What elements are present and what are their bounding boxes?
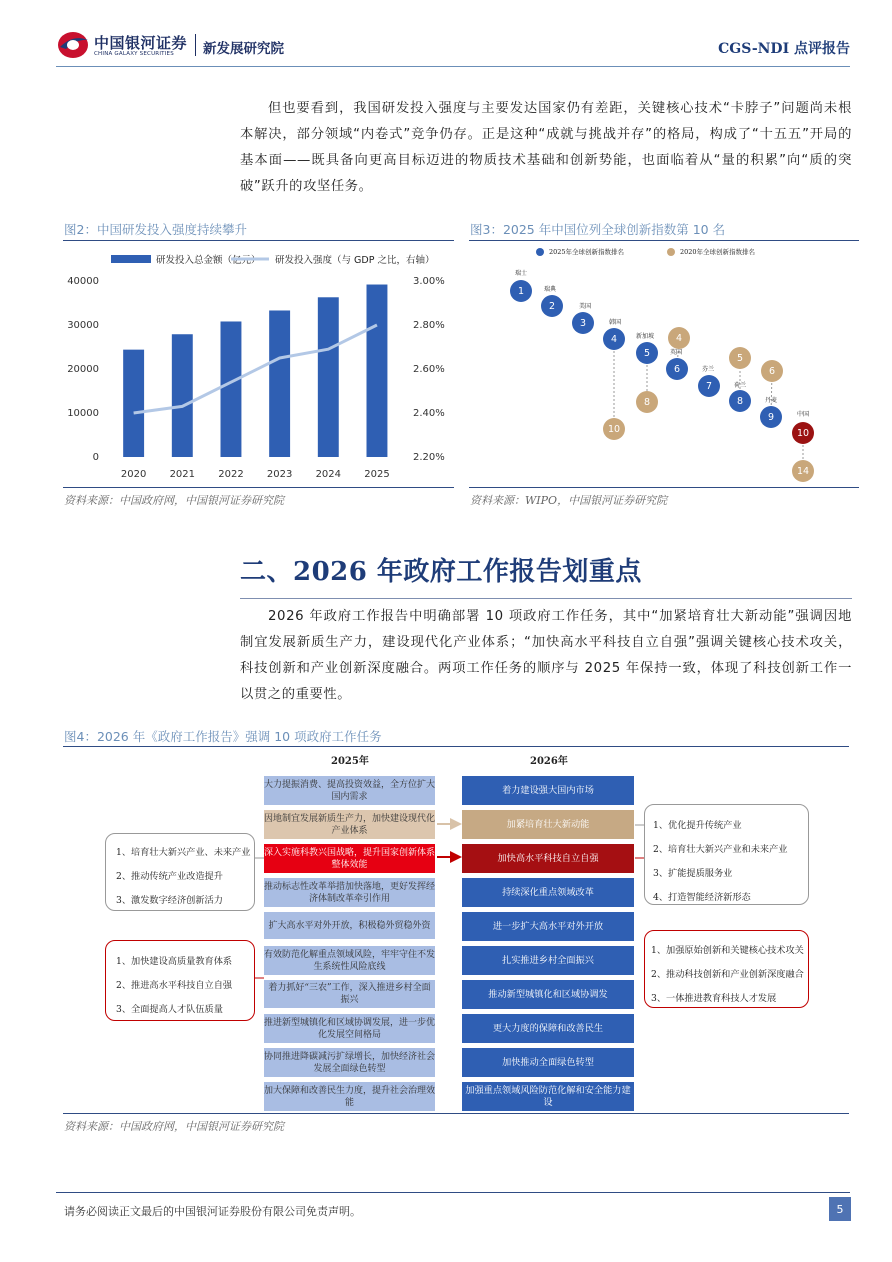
bubble-2025: 1 (510, 280, 532, 302)
bubble-connector-lines (469, 241, 859, 487)
fig4-bottom-rule (63, 1113, 849, 1114)
bubble-2025: 10 (792, 422, 814, 444)
task-2025-box: 扩大高水平对外开放，积极稳外贸稳外资 (264, 912, 435, 939)
task-2026-box: 加快高水平科技自立自强 (462, 844, 634, 873)
bubble-2025: 9 (760, 406, 782, 428)
right-box-science-tech (644, 930, 809, 1008)
x-tick-label: 2025 (364, 469, 390, 480)
right-box-1-item: 1、优化提升传统产业 (653, 820, 742, 831)
section2-rule (240, 598, 852, 599)
y-left-tick: 40000 (67, 276, 99, 287)
left-box-2-item: 2、推进高水平科技自立自强 (116, 980, 233, 991)
fig3-source: 资料来源：WIPO，中国银河证券研究院 (470, 494, 668, 507)
left-box-1-item: 2、推动传统产业改造提升 (116, 871, 223, 882)
institute-name: 新发展研究院 (203, 41, 284, 57)
task-2026-box: 加紧培育壮大新动能 (462, 810, 634, 839)
task-2026-box: 扎实推进乡村全面振兴 (462, 946, 634, 975)
report-type: CGS-NDI 点评报告 (718, 41, 850, 57)
bubble-2020: 10 (603, 418, 625, 440)
fig4-source: 资料来源：中国政府网，中国银河证券研究院 (64, 1120, 284, 1133)
legend-bar-label: 研发投入总金额（亿元） (156, 255, 261, 266)
task-2025-box: 深入实施科教兴国战略，提升国家创新体系整体效能 (264, 844, 435, 873)
x-tick-label: 2020 (120, 469, 147, 480)
country-label: 荷兰 (734, 382, 747, 389)
fig2-top-rule (63, 240, 454, 241)
bubble-2025: 8 (729, 390, 751, 412)
left-box-new-momentum (105, 833, 255, 911)
x-tick-label: 2021 (169, 469, 196, 480)
left-box-science-tech (105, 940, 255, 1021)
footer-rule (56, 1192, 850, 1193)
fig3-caption: 图3：2025 年中国位列全球创新指数第 10 名 (470, 222, 726, 237)
connector-lines (200, 800, 670, 1000)
legend-bar-swatch (111, 255, 151, 263)
rd-intensity-line (134, 325, 377, 413)
task-2025-box: 推进新型城镇化和区域协调发展，进一步优化发展空间格局 (264, 1014, 435, 1043)
section2-title: 二、2026 年政府工作报告划重点 (240, 557, 642, 587)
section2-paragraph: 2026 年政府工作报告中明确部署 10 项政府工作任务，其中“加紧培育壮大新动能”强调因地制宜发展新质生产力，建设现代化产业体系；“加快高水平科技自立自强”强调关键核心技术攻关，科技创新和产业创新深度融合。两项工作任务的顺序与 2025 年保持一致，体现了科技创新工作一以贯之的重要性。 (240, 609, 852, 702)
y-right-tick: 2.80% (413, 320, 445, 331)
rd-investment-chart (63, 245, 458, 485)
x-tick-label: 2023 (266, 469, 293, 480)
rd-amount-bar (221, 321, 242, 457)
task-2025-box: 因地制宜发展新质生产力，加快建设现代化产业体系 (264, 810, 435, 839)
logo-en: CHINA GALAXY SECURITIES (94, 51, 174, 57)
legend-2025-dot (536, 248, 544, 256)
left-box-2-item: 3、全面提高人才队伍质量 (116, 1004, 223, 1015)
bubble-2020: 6 (761, 360, 783, 382)
legend-2020-label: 2020年全球创新指数排名 (680, 248, 756, 256)
right-box-1-item: 4、打造智能经济新形态 (653, 892, 751, 903)
logo-cn: 中国银河证券 (94, 34, 188, 52)
task-2025-box: 加大保障和改善民生力度，提升社会治理效能 (264, 1082, 435, 1111)
y-right-tick: 2.20% (413, 452, 445, 463)
country-label: 韩国 (609, 319, 622, 326)
footer-disclaimer: 请务必阅读正文最后的中国银河证券股份有限公司免责声明。 (64, 1205, 361, 1218)
bubble-2025: 6 (666, 358, 688, 380)
y-left-tick: 0 (92, 452, 99, 463)
galaxy-logo-icon (56, 30, 90, 60)
y-right-tick: 2.60% (413, 364, 445, 375)
bubble-2020: 14 (792, 460, 814, 482)
task-2025-box: 着力抓好“三农”工作，深入推进乡村全面振兴 (264, 980, 435, 1008)
task-2026-box: 加快推动全面绿色转型 (462, 1048, 634, 1077)
right-box-2-item: 2、推动科技创新和产业创新深度融合 (651, 969, 804, 980)
header (0, 0, 892, 70)
task-2026-box: 更大力度的保障和改善民生 (462, 1014, 634, 1043)
bubble-2025: 5 (636, 342, 658, 364)
right-box-new-momentum (644, 804, 809, 905)
fig2-source: 资料来源：中国政府网，中国银河证券研究院 (64, 494, 284, 507)
right-box-2-item: 1、加强原始创新和关键核心技术攻关 (651, 945, 804, 956)
task-2025-box: 有效防范化解重点领域风险，牢牢守住不发生系统性风险底线 (264, 946, 435, 975)
task-2026-box: 加强重点领域风险防范化解和安全能力建设 (462, 1082, 634, 1111)
y-left-tick: 30000 (67, 320, 99, 331)
bubble-2025: 3 (572, 312, 594, 334)
task-2026-box: 持续深化重点领域改革 (462, 878, 634, 907)
col-2025-header: 2025年 (331, 756, 369, 767)
fig2-caption: 图2：中国研发投入强度持续攀升 (64, 222, 247, 237)
country-label: 美国 (579, 303, 592, 310)
y-left-tick: 10000 (67, 408, 99, 419)
left-box-2-item: 1、加快建设高质量教育体系 (116, 956, 233, 967)
right-box-1-item: 2、培育壮大新兴产业和未来产业 (653, 844, 788, 855)
fig4-top-rule (63, 746, 849, 747)
gii-ranking-chart (469, 241, 859, 487)
header-rule (56, 66, 850, 67)
bubble-2020: 5 (729, 347, 751, 369)
bubble-2025: 7 (698, 375, 720, 397)
legend-2025-label: 2025年全球创新指数排名 (549, 248, 625, 256)
rd-amount-bar (367, 285, 388, 457)
bubble-2020: 4 (668, 327, 690, 349)
header-divider (195, 34, 196, 56)
rd-amount-bar (269, 310, 290, 457)
task-2026-box: 着力建设强大国内市场 (462, 776, 634, 805)
country-label: 英国 (670, 349, 683, 356)
legend-line-label: 研发投入强度（与 GDP 之比，右轴） (275, 255, 435, 266)
fig3-bottom-rule (469, 487, 859, 488)
task-2025-box: 大力提振消费、提高投资效益，全方位扩大国内需求 (264, 776, 435, 805)
country-label: 中国 (797, 411, 810, 418)
page-number: 5 (829, 1197, 851, 1221)
country-label: 芬兰 (702, 366, 715, 373)
rd-amount-bar (172, 334, 193, 457)
task-2026-box: 推动新型城镇化和区域协调发 (462, 980, 634, 1009)
left-box-1-item: 1、培育壮大新兴产业、未来产业 (116, 847, 251, 858)
left-box-1-item: 3、激发数字经济创新活力 (116, 895, 223, 906)
task-2025-box: 推动标志性改革举措加快落地，更好发挥经济体制改革牵引作用 (264, 878, 435, 907)
bubble-2020: 8 (636, 391, 658, 413)
country-label: 瑞士 (515, 270, 528, 277)
country-label: 瑞典 (544, 286, 557, 293)
fig4-caption: 图4：2026 年《政府工作报告》强调 10 项政府工作任务 (64, 729, 382, 744)
y-right-tick: 2.40% (413, 408, 445, 419)
task-2025-box: 协同推进降碳减污扩绿增长，加快经济社会发展全面绿色转型 (264, 1048, 435, 1077)
x-tick-label: 2022 (218, 469, 244, 480)
right-box-1-item: 3、扩能提质服务业 (653, 868, 733, 879)
legend-2020-dot (667, 248, 675, 256)
intro-paragraph: 但也要看到，我国研发投入强度与主要发达国家仍有差距，关键核心技术“卡脖子”问题尚未根本解决，部分领域“内卷式”竞争仍存。正是这种“成就与挑战并存”的格局，构成了“十五五”开局的基本面——既具备向更高目标迈进的物质技术基础和创新势能，也面临着从“量的积累”向“质的突破”跃升的攻坚任务。 (240, 101, 852, 194)
y-right-tick: 3.00% (413, 276, 445, 287)
y-left-tick: 20000 (67, 364, 99, 375)
country-label: 丹麦 (765, 397, 778, 404)
task-2026-box: 进一步扩大高水平对外开放 (462, 912, 634, 941)
rd-amount-bar (123, 350, 144, 457)
rd-amount-bar (318, 297, 339, 457)
fig2-bottom-rule (63, 487, 454, 488)
bubble-2025: 2 (541, 295, 563, 317)
country-label: 新加坡 (636, 333, 655, 340)
col-2026-header: 2026年 (530, 756, 568, 767)
bubble-2025: 4 (603, 328, 625, 350)
x-tick-label: 2024 (315, 469, 342, 480)
right-box-2-item: 3、一体推进教育科技人才发展 (651, 993, 777, 1004)
